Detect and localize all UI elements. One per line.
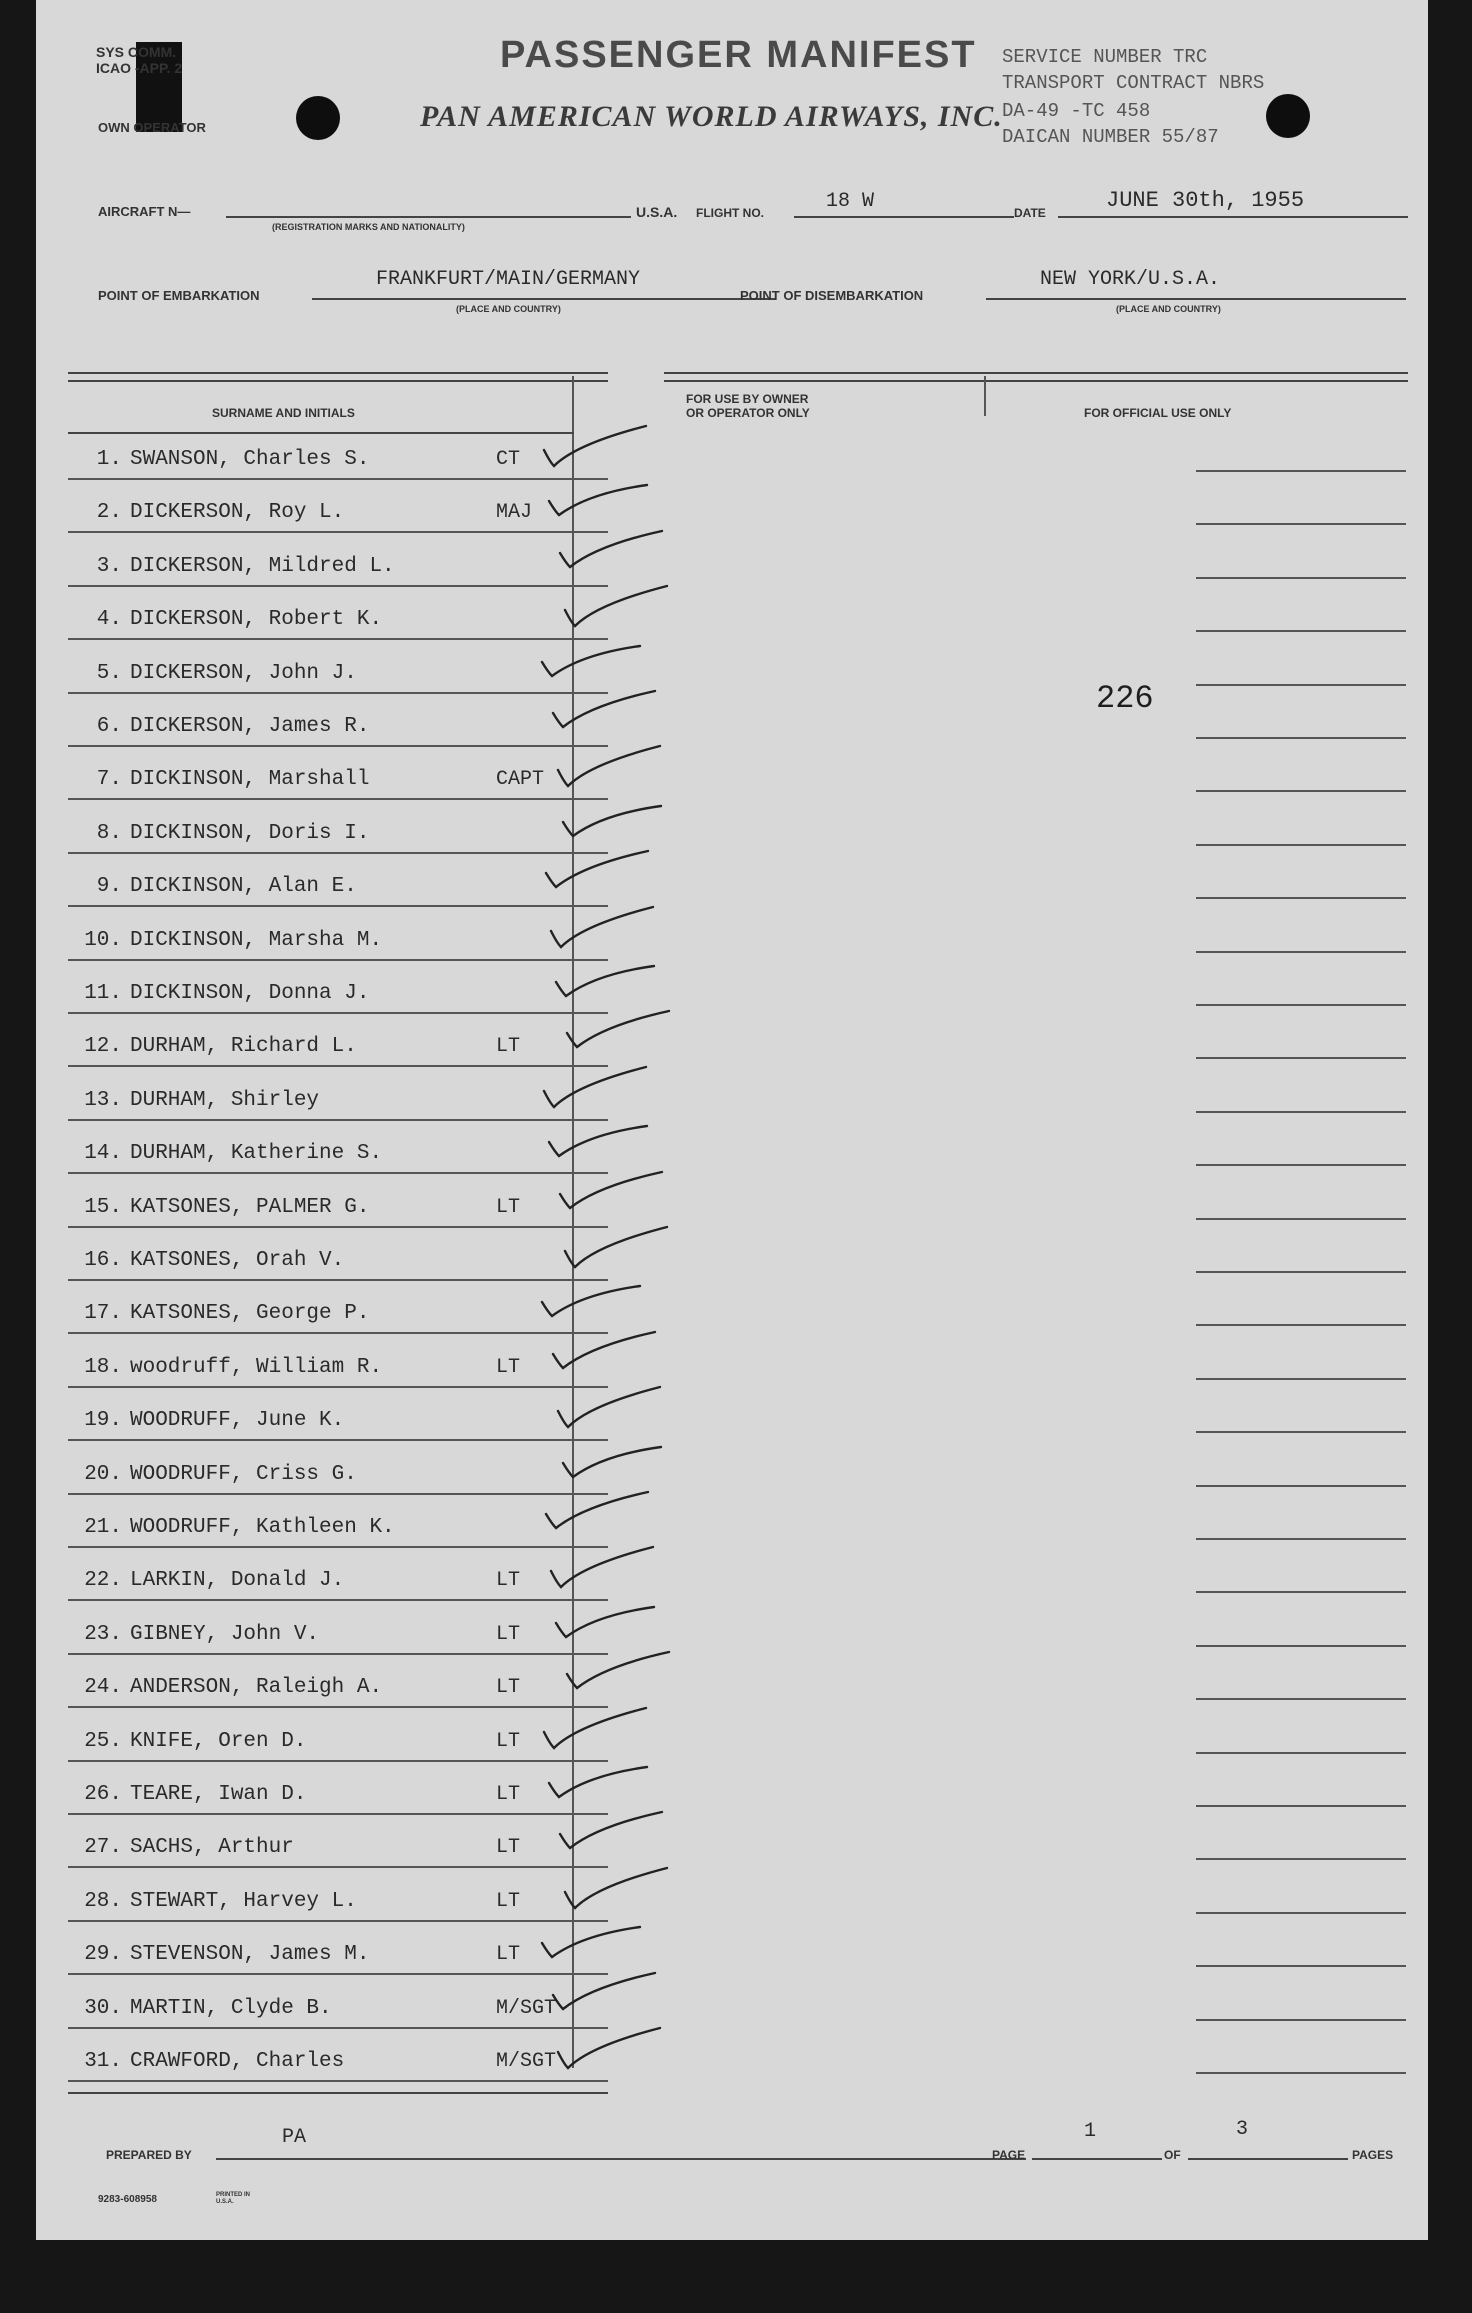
passenger-name: CRAWFORD, Charles (130, 2050, 345, 2073)
prepared-by-underline (216, 2158, 1026, 2160)
passenger-rank: M/SGT (496, 1997, 557, 2020)
passenger-name: DICKERSON, Roy L. (130, 501, 345, 524)
tick-mark-icon (557, 1223, 687, 1283)
embarkation-sub: (PLACE AND COUNTRY) (456, 304, 561, 314)
official-use-line (1196, 1965, 1406, 1967)
passenger-number: 26. (84, 1783, 122, 1806)
tick-mark-icon (543, 689, 673, 749)
passenger-number: 27. (84, 1836, 122, 1859)
passenger-number: 13. (84, 1089, 122, 1112)
passenger-number: 24. (84, 1676, 122, 1699)
footer-rule (68, 2092, 608, 2094)
passenger-number: 2. (96, 501, 122, 524)
header-rule-right-bottom (664, 380, 1408, 382)
official-use-line (1196, 844, 1406, 846)
passenger-rank: LT (496, 1623, 521, 1646)
passenger-name: ANDERSON, Raleigh A. (130, 1676, 383, 1699)
passenger-rank: LT (496, 1569, 521, 1592)
passenger-number: 10. (84, 929, 122, 952)
passenger-row-rule (68, 1706, 608, 1708)
passenger-number: 16. (84, 1249, 122, 1272)
passenger-name: woodruff, William R. (130, 1356, 383, 1379)
airline-name: PAN AMERICAN WORLD AIRWAYS, INC. (420, 100, 1003, 133)
disembarkation-value: NEW YORK/U.S.A. (1040, 268, 1221, 291)
passenger-row-rule (68, 798, 608, 800)
tick-mark-icon (550, 1597, 680, 1657)
of-label: OF (1164, 2148, 1181, 2162)
official-use-header: FOR OFFICIAL USE ONLY (1084, 406, 1232, 420)
page-label: PAGE (992, 2148, 1026, 2162)
passenger-number: 25. (84, 1730, 122, 1753)
official-use-line (1196, 1698, 1406, 1700)
disembarkation-sub: (PLACE AND COUNTRY) (1116, 304, 1221, 314)
passenger-number: 8. (96, 822, 122, 845)
tick-mark-icon (550, 2024, 680, 2084)
official-use-line (1196, 1378, 1406, 1380)
page-underline (1032, 2158, 1162, 2160)
passenger-row-rule (68, 1760, 608, 1762)
tick-mark-icon (550, 529, 680, 589)
passenger-name: DURHAM, Katherine S. (130, 1142, 383, 1165)
passenger-number: 12. (84, 1035, 122, 1058)
official-use-line (1196, 1324, 1406, 1326)
passenger-number: 4. (96, 608, 122, 631)
form-corner-top: SYS COMM. (96, 44, 177, 60)
passenger-row-rule (68, 905, 608, 907)
flight-no-value: 18 W (826, 190, 875, 213)
passenger-number: 7. (96, 768, 122, 791)
official-use-line (1196, 1485, 1406, 1487)
passenger-name: DURHAM, Shirley (130, 1089, 320, 1112)
owner-column-divider (984, 376, 986, 416)
passenger-rank: LT (496, 1356, 521, 1379)
official-use-line (1196, 1004, 1406, 1006)
official-use-line (1196, 577, 1406, 579)
passenger-number: 28. (84, 1890, 122, 1913)
official-use-line (1196, 737, 1406, 739)
passenger-number: 6. (96, 715, 122, 738)
passenger-rank: MAJ (496, 501, 533, 524)
official-use-line (1196, 470, 1406, 472)
passenger-name: DICKINSON, Alan E. (130, 875, 357, 898)
passenger-rank: CAPT (496, 768, 545, 791)
passenger-row-rule (68, 1653, 608, 1655)
date-label: DATE (1014, 206, 1046, 220)
passenger-number: 3. (96, 555, 122, 578)
form-corner-bottom: ICAO -APP. 2 (96, 60, 183, 76)
passenger-row-rule (68, 1599, 608, 1601)
passenger-rank: LT (496, 1783, 521, 1806)
official-use-line (1196, 1431, 1406, 1433)
passenger-name: DURHAM, Richard L. (130, 1035, 357, 1058)
passenger-name: LARKIN, Donald J. (130, 1569, 345, 1592)
passenger-number: 23. (84, 1623, 122, 1646)
manifest-sheet (36, 0, 1428, 2240)
tick-mark-icon (543, 903, 673, 963)
official-use-line (1196, 1805, 1406, 1807)
disembarkation-underline (986, 298, 1406, 300)
prepared-by-label: PREPARED BY (106, 2148, 192, 2162)
header-rule-right-top (664, 372, 1408, 374)
official-use-line (1196, 790, 1406, 792)
passenger-row-rule (68, 1493, 608, 1495)
daican-number: DAICAN NUMBER 55/87 (1002, 126, 1219, 148)
printer-mark: PRINTED IN U.S.A. (216, 2192, 251, 2205)
passenger-rank: LT (496, 1943, 521, 1966)
owner-use-header-1: FOR USE BY OWNER (686, 392, 809, 406)
passenger-name: SWANSON, Charles S. (130, 448, 370, 471)
prepared-by-value: PA (282, 2126, 307, 2149)
header-rule-left-top (68, 372, 608, 374)
passenger-row-rule (68, 1920, 608, 1922)
passenger-number: 1. (96, 448, 122, 471)
tick-mark-icon (536, 636, 666, 696)
passenger-number: 20. (84, 1463, 122, 1486)
tick-mark-icon (543, 1330, 673, 1390)
passenger-number: 29. (84, 1943, 122, 1966)
passenger-row-rule (68, 1119, 608, 1121)
tick-mark-icon (536, 1063, 666, 1123)
passenger-row-rule (68, 1813, 608, 1815)
total-pages-underline (1188, 2158, 1348, 2160)
passenger-number: 31. (84, 2050, 122, 2073)
passenger-number: 21. (84, 1516, 122, 1539)
tick-mark-icon (550, 742, 680, 802)
owner-operator-label: OWN OPERATOR (98, 120, 206, 135)
passenger-row-rule (68, 2080, 608, 2082)
passenger-name: DICKINSON, Marshall (130, 768, 370, 791)
passenger-number: 17. (84, 1302, 122, 1325)
tick-mark-icon (543, 1971, 673, 2031)
passenger-name: STEWART, Harvey L. (130, 1890, 357, 1913)
tick-mark-icon (550, 1170, 680, 1230)
surname-header: SURNAME AND INITIALS (212, 406, 355, 420)
transport-contract: TRANSPORT CONTRACT NBRS (1002, 72, 1265, 94)
passenger-name: DICKINSON, Donna J. (130, 982, 370, 1005)
embarkation-value: FRANKFURT/MAIN/GERMANY (376, 268, 641, 291)
page-number: 1 (1084, 2120, 1097, 2143)
date-value: JUNE 30th, 1955 (1106, 188, 1305, 213)
header-rule-left-bottom (68, 380, 608, 382)
usa-label: U.S.A. (636, 204, 678, 220)
passenger-name: WOODRUFF, Kathleen K. (130, 1516, 395, 1539)
official-use-line (1196, 523, 1406, 525)
official-use-line (1196, 1858, 1406, 1860)
stamp-number: 226 (1096, 680, 1154, 717)
passenger-row-rule (68, 959, 608, 961)
passenger-row-rule (68, 1439, 608, 1441)
passenger-number: 15. (84, 1196, 122, 1219)
passenger-name: STEVENSON, James M. (130, 1943, 370, 1966)
passenger-row-rule (68, 478, 608, 480)
tick-mark-icon (543, 1116, 673, 1176)
official-use-line (1196, 630, 1406, 632)
tick-mark-icon (557, 1864, 687, 1924)
official-use-line (1196, 1218, 1406, 1220)
passenger-row-rule (68, 531, 608, 533)
official-use-line (1196, 684, 1406, 686)
tick-mark-icon (543, 1543, 673, 1603)
passenger-rank: LT (496, 1730, 521, 1753)
tick-mark-icon (543, 475, 673, 535)
aircraft-label: AIRCRAFT N— (98, 204, 191, 219)
passenger-name: DICKINSON, Marsha M. (130, 929, 383, 952)
tick-mark-icon (557, 1437, 687, 1497)
official-use-line (1196, 1752, 1406, 1754)
passenger-name: DICKERSON, Mildred L. (130, 555, 395, 578)
punch-hole-left (296, 96, 340, 140)
passenger-row-rule (68, 1226, 608, 1228)
passenger-row-rule (68, 1065, 608, 1067)
passenger-name: MARTIN, Clyde B. (130, 1997, 332, 2020)
passenger-name: KATSONES, George P. (130, 1302, 370, 1325)
passenger-name: DICKINSON, Doris I. (130, 822, 370, 845)
passenger-name: WOODRUFF, Criss G. (130, 1463, 357, 1486)
date-underline (1058, 216, 1408, 218)
passenger-number: 18. (84, 1356, 122, 1379)
passenger-name: DICKERSON, John J. (130, 662, 357, 685)
passenger-rank: LT (496, 1196, 521, 1219)
aircraft-sub: (REGISTRATION MARKS AND NATIONALITY) (272, 222, 465, 232)
passenger-row-rule (68, 1546, 608, 1548)
passenger-row-rule (68, 1332, 608, 1334)
punch-hole-right (1266, 94, 1310, 138)
tick-mark-icon (536, 1276, 666, 1336)
passenger-rank: LT (496, 1836, 521, 1859)
tick-mark-icon (536, 1917, 666, 1977)
tick-mark-icon (536, 422, 666, 482)
passenger-name: SACHS, Arthur (130, 1836, 294, 1859)
tick-mark-icon (543, 1757, 673, 1817)
official-use-line (1196, 2072, 1406, 2074)
owner-use-header-2: OR OPERATOR ONLY (686, 406, 810, 420)
passenger-row-rule (68, 1973, 608, 1975)
form-number: 9283-608958 (98, 2194, 157, 2205)
passenger-number: 14. (84, 1142, 122, 1165)
passenger-name: KNIFE, Oren D. (130, 1730, 307, 1753)
passenger-rank: LT (496, 1035, 521, 1058)
official-use-line (1196, 1591, 1406, 1593)
passenger-name: KATSONES, PALMER G. (130, 1196, 370, 1219)
passenger-number: 5. (96, 662, 122, 685)
passenger-number: 22. (84, 1569, 122, 1592)
official-use-line (1196, 1645, 1406, 1647)
passenger-name: TEARE, Iwan D. (130, 1783, 307, 1806)
flight-no-label: FLIGHT NO. (696, 206, 764, 220)
passenger-rank: CT (496, 448, 521, 471)
passenger-number: 11. (84, 982, 122, 1005)
official-use-line (1196, 1164, 1406, 1166)
official-use-line (1196, 2019, 1406, 2021)
passenger-row-rule (68, 1866, 608, 1868)
tick-mark-icon (557, 1650, 687, 1710)
official-use-line (1196, 1057, 1406, 1059)
official-use-line (1196, 897, 1406, 899)
passenger-row-rule (68, 1279, 608, 1281)
official-use-line (1196, 1912, 1406, 1914)
flight-no-underline (794, 216, 1014, 218)
tick-mark-icon (557, 582, 687, 642)
passenger-name: GIBNEY, John V. (130, 1623, 320, 1646)
service-number: SERVICE NUMBER TRC (1002, 46, 1208, 68)
tick-mark-icon (536, 1490, 666, 1550)
tick-mark-icon (536, 849, 666, 909)
total-pages: 3 (1236, 2118, 1249, 2141)
tick-mark-icon (550, 1810, 680, 1870)
passenger-row-rule (68, 638, 608, 640)
pages-label: PAGES (1352, 2148, 1394, 2162)
embarkation-label: POINT OF EMBARKATION (98, 288, 260, 303)
tick-mark-icon (557, 1009, 687, 1069)
passenger-name: DICKERSON, Robert K. (130, 608, 383, 631)
embarkation-underline (312, 298, 776, 300)
tick-mark-icon (550, 1383, 680, 1443)
passenger-name: WOODRUFF, June K. (130, 1409, 345, 1432)
official-use-line (1196, 1538, 1406, 1540)
passenger-rank: LT (496, 1676, 521, 1699)
passenger-row-rule (68, 585, 608, 587)
passenger-name: KATSONES, Orah V. (130, 1249, 345, 1272)
passenger-number: 30. (84, 1997, 122, 2020)
official-use-line (1196, 1271, 1406, 1273)
passenger-rank: M/SGT (496, 2050, 557, 2073)
manifest-title: PASSENGER MANIFEST (500, 34, 977, 76)
official-use-line (1196, 951, 1406, 953)
passenger-number: 9. (96, 875, 122, 898)
passenger-number: 19. (84, 1409, 122, 1432)
passenger-row-rule (68, 1386, 608, 1388)
passenger-rank: LT (496, 1890, 521, 1913)
tick-mark-icon (550, 956, 680, 1016)
surname-header-underline (68, 432, 574, 434)
tick-mark-icon (557, 796, 687, 856)
official-use-line (1196, 1111, 1406, 1113)
tick-mark-icon (536, 1704, 666, 1764)
passenger-row-rule (68, 692, 608, 694)
passenger-row-rule (68, 745, 608, 747)
passenger-name: DICKERSON, James R. (130, 715, 370, 738)
aircraft-underline (226, 216, 631, 218)
contract-number: DA-49 -TC 458 (1002, 100, 1151, 122)
passenger-row-rule (68, 852, 608, 854)
passenger-row-rule (68, 1012, 608, 1014)
disembarkation-label: POINT OF DISEMBARKATION (740, 288, 924, 303)
passenger-row-rule (68, 2027, 608, 2029)
passenger-row-rule (68, 1172, 608, 1174)
